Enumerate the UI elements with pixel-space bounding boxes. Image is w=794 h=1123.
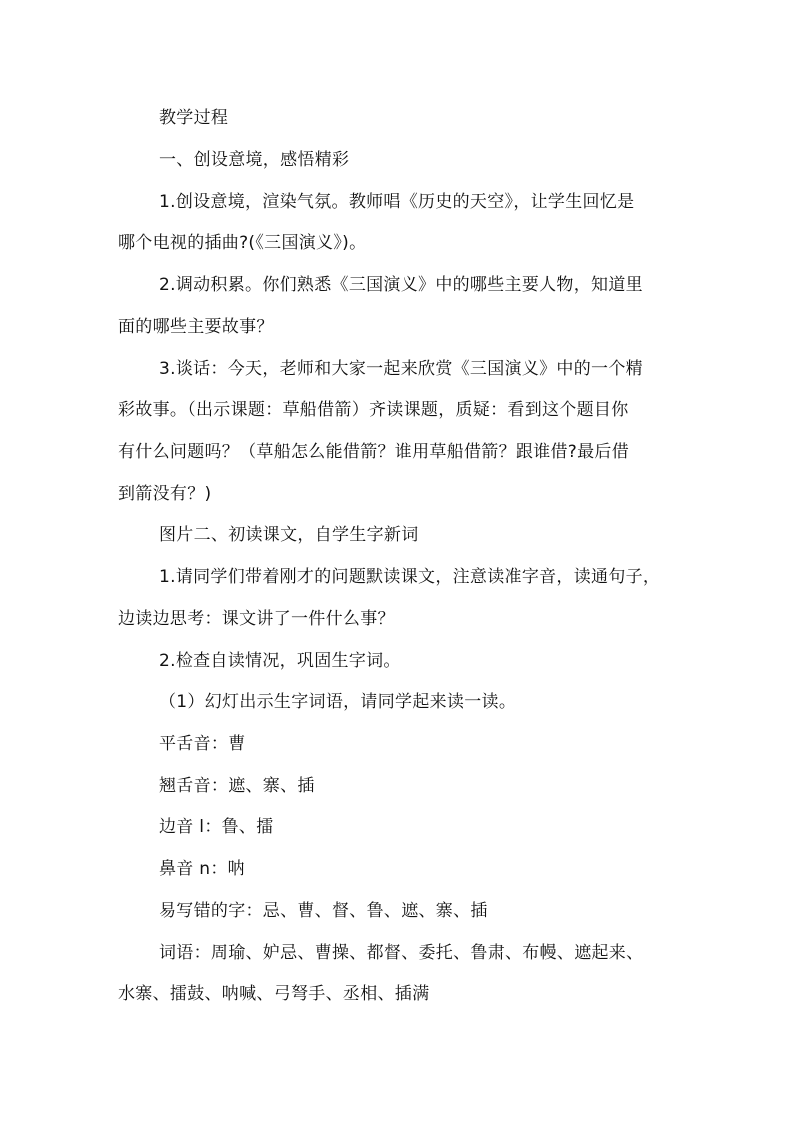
section-heading-part-two: 图片二、初读课文，自学生字新词	[159, 525, 419, 545]
paragraph-line: 水寨、擂鼓、呐喊、弓弩手、丞相、插满	[118, 984, 430, 1004]
paragraph-line: 3.谈话：今天，老师和大家一起来欣赏《三国演义》中的一个精	[159, 359, 643, 379]
paragraph-line: 面的哪些主要故事？	[118, 317, 274, 337]
paragraph-line: 2.检查自读情况，巩固生字词。	[159, 651, 401, 671]
paragraph-line: 到箭没有？)	[118, 484, 212, 504]
paragraph-line: 1.请同学们带着刚才的问题默读课文，注意读准字音，读通句子，	[159, 567, 661, 587]
paragraph-line: 边读边思考：课文讲了一件什么事？	[118, 609, 395, 629]
list-item: 词语：周瑜、妒忌、曹操、都督、委托、鲁肃、布幔、遮起来、	[159, 943, 644, 963]
paragraph-line: 有什么问题吗？（草船怎么能借箭？谁用草船借箭？跟谁借?最后借	[118, 442, 630, 462]
paragraph-line: 彩故事。（出示课题：草船借箭）齐读课题，质疑：看到这个题目你	[118, 400, 629, 420]
section-heading-teaching-process: 教学过程	[159, 108, 229, 128]
list-item: 平舌音：曹	[159, 734, 246, 754]
paragraph-line: 2.调动积累。你们熟悉《三国演义》中的哪些主要人物，知道里	[159, 275, 643, 295]
section-heading-part-one: 一、创设意境，感悟精彩	[159, 150, 350, 170]
paragraph-line: 哪个电视的插曲?(《三国演义》)。	[118, 233, 367, 253]
list-item: 边音 l：鲁、擂	[159, 817, 274, 837]
list-item: 鼻音 n：呐	[159, 859, 245, 879]
list-item: 翘舌音：遮、寨、插	[159, 776, 315, 796]
paragraph-line: 1.创设意境，渲染气氛。教师唱《历史的天空》，让学生回忆是	[159, 192, 635, 212]
list-item: 易写错的字：忌、曹、督、鲁、遮、寨、插	[159, 901, 488, 921]
paragraph-line: （1）幻灯出示生字词语，请同学起来读一读。	[159, 692, 517, 712]
